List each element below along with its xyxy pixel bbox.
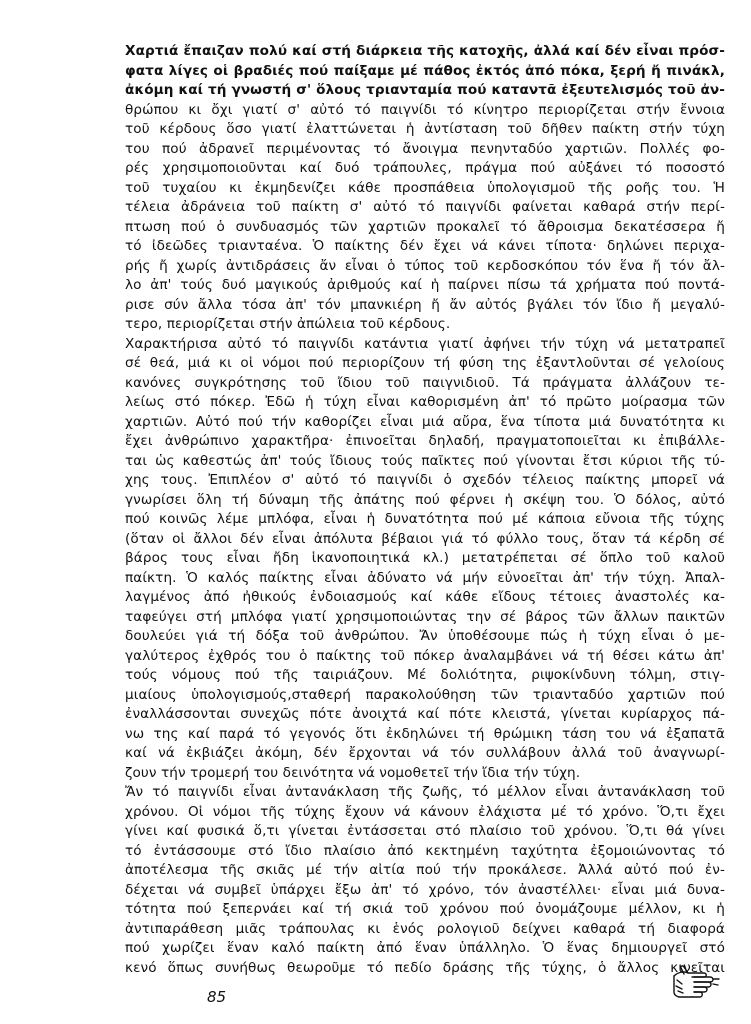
text-line: χρόνου. Οἱ νόμοι τῆς τύχης ἔχουν νά κάνουν ἐλάχιστα μέ τό χρόνο. Ὅ,τι ἔχει [125,803,725,820]
text-line: βάρος τους εἶναι ἤδη ἱκανοποιητικά κλ.) μετατρέπεται σέ ὅπλο τοῦ καλοῦ [125,550,725,566]
text-line: τό ἐντάσσουμε στό ἴδιο πλαίσιο ἀπό κεκτημένη ταχύτητα ἐξομοιώνοντας τό [125,842,725,859]
pointing-hand-icon [670,962,722,1002]
text-line: του πού ἀδρανεῖ περιμένοντας τό ἄνοιγμα πενηνταδύο χαρτιῶν. Πολλές φο- [125,140,725,157]
text-line: κενό ὅπως συνήθως θεωροῦμε τό πεδίο δράσης τῆς τύχης, ὁ ἄλλος κινεῖται [125,959,725,976]
text-line: ἀντιπαράθεση μιᾶς τράπουλας κι ἑνός ρολογιοῦ δείχνει καθαρά τή διαφορά [125,920,725,937]
text-line: Χαρακτήρισα αὐτό τό παιγνίδι κατάντια γιατί ἀφήνει τήν τύχη νά μετατραπεῖ [125,335,725,352]
text-line: τό ἰδεῶδες τριανταένα. Ὁ παίκτης δέν ἔχει νά κάνει τίποτα· δηλώνει περιχα- [125,238,725,254]
text-line: ρισε σύν ἄλλα τόσα ἀπ' τόν μπανκιέρη ἤ ἄν αὐτός βγάλει τόν ἴδιο ἤ μεγαλύ- [125,296,725,313]
text-line: τερο, περιορίζεται στήν ἀπώλεια τοῦ κέρδους. [125,316,451,332]
text-line: ἐναλλάσσονται συνεχῶς πότε ἀνοιχτά καί πότε κλειστά, γίνεται κυρίαρχος πά- [125,706,725,722]
text-line: κανόνες συγκρότησης τοῦ ἴδιου τοῦ παιγνιδιοῦ. Τά πράγματα ἀλλάζουν τε- [125,374,725,391]
text-line: ται ὡς καθεστώς ἀπ' τούς ἴδιους τούς παῖκτες πού γίνονται ἔτσι κύριοι τῆς τύ- [125,452,725,469]
text-line: τοῦ κέρδους ὅσο γιατί ἐλαττώνεται ἡ ἀντίσταση τοῦ δῆθεν παίκτη στήν τύχη [125,121,725,137]
text-line: μιαίους ὑπολογισμούς,σταθερή παρακολούθηση τῶν τριανταδύο χαρτιῶν πού [125,686,725,703]
text-line: λο ἀπ' τούς δυό μαγικούς ἀριθμούς καί ἡ παίρνει πίσω τά χρήματα πού ποντά- [125,277,725,293]
text-line: γνωρίσει ὅλη τή δύναμη τῆς ἀπάτης πού φέρνει ἡ σκέψη του. Ὁ δόλος, αὐτό [125,491,725,508]
text-line: δέχεται νά συμβεῖ ὑπάρχει ἔξω ἀπ' τό χρόνο, τόν ἀναστέλλει· εἶναι μιά δυνα- [125,881,725,898]
text-line: γίνει καί φυσικά ὅ,τι γίνεται ἐντάσσεται στό πλαίσιο τοῦ χρόνου. Ὅ,τι θά γίνει [125,823,725,839]
text-line: ἀποτέλεσμα τῆς σκιᾶς μέ τήν αἰτία πού τήν προκάλεσε. Ἀλλά αὐτό πού ἐν- [125,862,725,878]
text-line: πτωση πού ὁ συνδυασμός τῶν χαρτιῶν προκαλεῖ τό ἄθροισμα δεκατέσσερα ἤ [125,218,725,235]
text-line: σέ θεά, μιά κι οἱ νόμοι πού περιορίζουν τή φύση της ἐξαντλοῦνται σέ γελοίους [125,355,725,371]
text-line: τότητα πού ξεπερνάει καί τή σκιά τοῦ χρόνου πού ὀνομάζουμε μέλλον, κι ἡ [125,901,725,917]
text-line: θρώπου κι ὄχι γιατί σ' αὐτό τό παιγνίδι τό κίνητρο περιορίζεται στήν ἔννοια [125,101,725,118]
text-line: φατα λίγες οἱ βραδιές πού παίξαμε μέ πάθος ἐκτός ἀπό πόκα, ξερή ἤ πινάκλ, [125,62,725,79]
page-number: 85 [207,988,227,1006]
text-line: ρές χρησιμοποιοῦνται καί δυό τράπουλες, πράγμα πού αὐξάνει τό ποσοστό [125,160,725,176]
text-line: ζουν τήν τρομερή του δεινότητα νά νομοθετεῖ τήν ἴδια τήν τύχη. [125,764,581,781]
text-line: χης τους. Ἐπιπλέον σ' αὐτό τό παιγνίδι ὁ σχεδόν τέλειος παίκτης μπορεῖ νά [125,472,725,488]
text-line: ἀκόμη καί τή γνωστή σ' ὅλους τριανταμία πού καταντᾶ ἐξευτελισμός τοῦ ἀν- [125,82,725,98]
text-line: πού χωρίζει ἕναν καλό παίκτη ἀπό ἕναν ὑπάλληλο. Ὁ ἕνας δημιουργεῖ στό [125,940,725,956]
text-line: χαρτιῶν. Αὐτό πού τήν καθορίζει εἶναι μιά αὔρα, ἕνα τίποτα μιά δυνατότητα κι [125,413,725,430]
body-text [125,42,725,978]
text-line: ταφεύγει στή μπλόφα γιατί χρησιμοποιώντας την σέ βάρος τῶν ἄλλων παικτῶν [125,608,725,625]
text-line: (ὅταν οἱ ἄλλοι δέν εἶναι ἀπόλυτα βέβαιοι γιά τό φύλλο τους, ὅταν τά κέρδη σέ [125,530,725,547]
text-line: καί νά ἐκβιάζει ἀκόμη, δέν ἔρχονται νά τόν συλλάβουν ἀλλά τοῦ ἀναγνωρί- [125,745,725,761]
text-line: λείως στό πόκερ. Ἐδῶ ἡ τύχη εἶναι καθορισμένη ἀπ' τό πρῶτο μοίρασμα τῶν [125,394,725,410]
text-line: παίκτη. Ὁ καλός παίκτης εἶναι ἀδύνατο νά μήν εὐνοεῖται ἀπ' τήν τύχη. Ἀπαλ- [125,569,725,586]
text-line: Ἄν τό παιγνίδι εἶναι ἀντανάκλαση τῆς ζωῆς, τό μέλλον εἶναι ἀντανάκλαση τοῦ [125,784,725,800]
text-line: πού κοινῶς λέμε μπλόφα, εἶναι ἡ δυνατότητα πού μέ κάποια εὔνοια τῆς τύχης [125,511,725,527]
text-line: τέλεια ἀδράνεια τοῦ παίκτη σ' αὐτό τό παιγνίδι φαίνεται καθαρά στήν περί- [125,199,725,215]
text-line: ἔχει ἀνθρώπινο χαρακτῆρα· ἐπινοεῖται δηλαδή, πραγματοποιεῖται κι ἐπιβάλλε- [125,433,725,449]
text-line: τοῦ τυχαίου κι ἐκμηδενίζει κάθε προσπάθεια ὑπολογισμοῦ τῆς ροῆς του. Ἡ [125,179,725,196]
text-line: τούς νόμους πού τῆς ταιριάζουν. Μέ δολιότητα, ριψοκίνδυνη τόλμη, στιγ- [125,667,725,683]
text-line: νω της καί παρά τό γεγονός ὅτι ἐκδηλώνει τή θρώμικη τάση του νά ἐξαπατᾶ [125,725,725,742]
text-line: δουλεύει γιά τή δόξα τοῦ ἀνθρώπου. Ἄν ὑποθέσουμε πώς ἡ τύχη εἶναι ὁ με- [125,628,725,644]
text-line: λαγμένος ἀπό ἠθικούς ἐνδοιασμούς καί κάθε εἴδους τέτοιες ἀναστολές κα- [125,589,725,605]
text-line: ρής ἤ χωρίς ἀντιδράσεις ἄν εἶναι ὁ τύπος τοῦ κερδοσκόπου τόν ἕνα ἤ τόν ἄλ- [125,257,725,274]
text-line: Χαρτιά ἔπαιζαν πολύ καί στή διάρκεια τῆς κατοχῆς, ἀλλά καί δέν εἶναι πρόσ- [125,43,725,59]
text-line: γαλύτερος ἐχθρός του ὁ παίκτης τοῦ πόκερ ἀναλαμβάνει νά τή θέσει κάτω ἀπ' [125,647,725,664]
